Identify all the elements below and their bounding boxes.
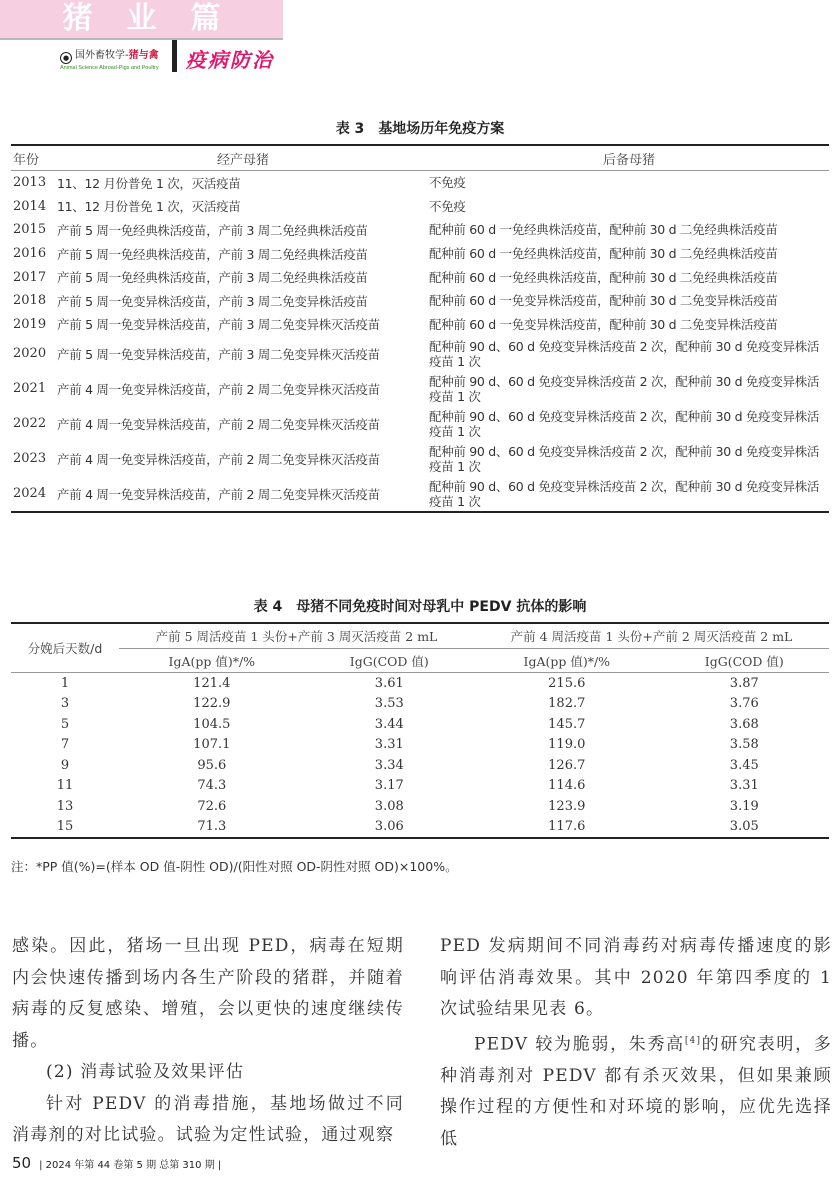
table4-row: [11, 817, 829, 839]
table3-cell-year: 2014: [13, 198, 47, 214]
table3-caption: [0, 118, 840, 138]
table4-cell-value: 72.6: [197, 798, 227, 814]
table3-cell-gilts: 不免疫: [429, 198, 466, 214]
table3-cell-gilts: 配种前 90 d、60 d 免疫变异株活疫苗 2 次，配种前 30 d 免疫变异株活疫苗 1 次: [429, 373, 820, 404]
table3-cell-sows: 产前 5 周一免变异株活疫苗，产前 3 周二免变异株灭活疫苗: [57, 317, 380, 333]
page-number: 50: [12, 1154, 32, 1172]
table4-cell-value: 3.05: [729, 819, 759, 835]
table3-row: [11, 476, 829, 512]
table4-cell-value: 3.31: [374, 737, 404, 753]
table3-row: [11, 242, 829, 266]
table4-row: [11, 796, 829, 817]
table3-cell-year: 2021: [13, 381, 47, 397]
table3-cell-sows: 产前 4 周一免变异株活疫苗，产前 2 周二免变异株灭活疫苗: [57, 381, 380, 397]
table4-cell-day: 3: [60, 696, 70, 712]
table3-cell-gilts: 配种前 60 d 一免经典株活疫苗，配种前 30 d 二免经典株活疫苗: [429, 222, 778, 238]
table4-cell-day: 5: [60, 716, 70, 732]
table4-cell-value: 114.6: [548, 778, 586, 794]
table4-cell-value: 3.17: [374, 778, 404, 794]
table3-row: [11, 265, 829, 289]
table4-cell-value: 3.44: [374, 716, 404, 732]
table4-subheader: IgG(COD 值): [660, 649, 829, 673]
table4-row: [11, 673, 829, 694]
table4-cell-value: 3.76: [729, 696, 759, 712]
table4-cell-value: 215.6: [548, 675, 586, 691]
table3-header-sows: 经产母猪: [57, 145, 429, 171]
table3-cell-gilts: 配种前 90 d、60 d 免疫变异株活疫苗 2 次，配种前 30 d 免疫变异株活疫苗 1 次: [429, 338, 820, 369]
body-column-left: [12, 931, 404, 1152]
table4-row: [11, 776, 829, 797]
table4-row: [11, 735, 829, 756]
table3-cell-year: 2016: [13, 246, 47, 262]
table3-cell-gilts: 配种前 60 d 一免经典株活疫苗，配种前 30 d 二免经典株活疫苗: [429, 269, 778, 285]
table3-cell-sows: 产前 4 周一免变异株活疫苗，产前 2 周二免变异株灭活疫苗: [57, 416, 380, 432]
table4-cell-value: 119.0: [548, 737, 586, 753]
table3-row: [11, 171, 829, 195]
table3-cell-year: 2018: [13, 293, 47, 309]
page-footer: [12, 1153, 221, 1172]
table3-cell-year: 2024: [13, 486, 47, 502]
table4-cell-value: 182.7: [548, 696, 586, 712]
table3-row: [11, 218, 829, 242]
table4-cell-value: 95.6: [197, 757, 227, 773]
paragraph: PED 发病期间不同消毒药对病毒传播速度的影响评估消毒效果。其中 2020 年第四季度的 1 次试验结果见表 6。: [440, 936, 832, 1019]
table3-cell-gilts: 配种前 90 d、60 d 免疫变异株活疫苗 2 次，配种前 30 d 免疫变异株活疫苗 1 次: [429, 408, 820, 439]
table4-cell-value: 104.5: [193, 716, 231, 732]
header-divider: [172, 40, 177, 72]
table4-title: 母猪不同免疫时间对母乳中 PEDV 抗体的影响: [296, 599, 587, 615]
table4-cell-value: 3.53: [374, 696, 404, 712]
table4: [11, 622, 829, 839]
table3-row: [11, 371, 829, 406]
table3-cell-sows: 产前 5 周一免变异株活疫苗，产前 3 周二免变异株活疫苗: [57, 293, 368, 309]
table4-cell-day: 15: [56, 819, 74, 835]
table4-cell-day: 13: [56, 798, 74, 814]
issue-info: | 2024 年第 44 卷第 5 期 总第 310 期 |: [39, 1160, 222, 1171]
logo-text-brand: 猪与禽: [128, 50, 159, 61]
table3-row: [11, 441, 829, 476]
table4-cell-value: 3.61: [374, 675, 404, 691]
table3-cell-gilts: 配种前 60 d 一免变异株活疫苗，配种前 30 d 二免变异株活疫苗: [429, 316, 778, 332]
logo-text-en: Animal Science Abroad-Pigs and Poultry: [60, 65, 159, 71]
table4-cell-day: 1: [60, 675, 70, 691]
table3-cell-sows: 产前 5 周一免经典株活疫苗，产前 3 周二免经典株活疫苗: [57, 270, 368, 286]
header-band-title: 猪业篇: [62, 1, 255, 36]
table4-cell-day: 7: [60, 737, 70, 753]
table3-cell-year: 2017: [13, 269, 47, 285]
table3-cell-sows: 产前 5 周一免经典株活疫苗，产前 3 周二免经典株活疫苗: [57, 246, 368, 262]
table3-cell-gilts: 配种前 60 d 一免经典株活疫苗，配种前 30 d 二免经典株活疫苗: [429, 246, 778, 262]
table4-cell-value: 117.6: [548, 819, 586, 835]
table4-cell-day: 9: [60, 757, 70, 773]
table4-cell-value: 71.3: [197, 819, 227, 835]
paragraph: 感染。因此，猪场一旦出现 PED，病毒在短期内会快速传播到场内各生产阶段的猪群，并随着病毒的反复感染、增殖，会以更快的速度继续传播。: [12, 936, 404, 1051]
table4-cell-day: 11: [56, 778, 74, 794]
logo-text-cn: 国外畜牧学: [75, 50, 125, 61]
table4-subheader: IgA(pp 值)*/%: [474, 649, 660, 673]
table3-cell-gilts: 配种前 60 d 一免变异株活疫苗，配种前 30 d 二免变异株活疫苗: [429, 293, 778, 309]
table4-cell-value: 121.4: [193, 675, 231, 691]
table4-cell-value: 74.3: [197, 778, 227, 794]
table4-cell-value: 145.7: [548, 716, 586, 732]
table4-row-header: 分娩后天数/d: [11, 623, 119, 673]
table3-row: [11, 406, 829, 441]
table3-row: [11, 313, 829, 337]
table4-cell-value: 3.31: [729, 778, 759, 794]
table3-row: [11, 195, 829, 219]
table3: [11, 144, 829, 513]
body-column-right: [440, 931, 832, 1155]
table4-row: [11, 755, 829, 776]
table3-header-year: 年份: [11, 145, 57, 171]
table3-cell-gilts: 不免疫: [429, 175, 466, 191]
table4-cell-value: 3.06: [374, 819, 404, 835]
table4-cell-value: 3.45: [729, 757, 759, 773]
paragraph-text: 的研究表明，多种消毒剂对 PEDV 都有杀灭效果，但如果兼顾操作过程的方便性和对环境的影响，应优先选择低: [440, 1034, 832, 1149]
table3-label: 表 3: [335, 121, 365, 137]
table4-caption: [0, 596, 840, 616]
table4-note: 注：*PP 值(%)=(样本 OD 值-阴性 OD)/(阳性对照 OD-阴性对照 OD)×100%。: [11, 859, 458, 874]
table3-cell-sows: 产前 4 周一免变异株活疫苗，产前 2 周二免变异株灭活疫苗: [57, 486, 380, 502]
table3-cell-year: 2015: [13, 222, 47, 238]
table4-subheader: IgG(COD 值): [305, 649, 474, 673]
table4-cell-value: 107.1: [193, 737, 231, 753]
citation-link[interactable]: [4]: [684, 1035, 702, 1046]
table3-header-gilts: 后备母猪: [429, 145, 829, 171]
table3-cell-sows: 产前 5 周一免变异株活疫苗，产前 3 周二免变异株灭活疫苗: [57, 346, 380, 362]
header-rule: [0, 38, 283, 40]
table4-row: [11, 714, 829, 735]
paragraph: 针对 PEDV 的消毒措施，基地场做过不同消毒剂的对比试验。试验为定性试验，通过观察: [12, 1093, 404, 1145]
paragraph-text: PEDV 较为脆弱，朱秀高: [474, 1034, 685, 1055]
section-title: 疫病防治: [186, 48, 274, 72]
table3-cell-year: 2019: [13, 316, 47, 332]
table4-cell-value: 3.68: [729, 716, 759, 732]
subsection-heading: (2) 消毒试验及效果评估: [46, 1062, 245, 1082]
table3-row: [11, 336, 829, 371]
table3-cell-year: 2022: [13, 416, 47, 432]
table4-cell-value: 3.19: [729, 798, 759, 814]
table4-cell-value: 122.9: [193, 696, 231, 712]
table3-cell-gilts: 配种前 90 d、60 d 免疫变异株活疫苗 2 次，配种前 30 d 免疫变异株活疫苗 1 次: [429, 478, 820, 509]
table3-cell-sows: 产前 5 周一免经典株活疫苗，产前 3 周二免经典株活疫苗: [57, 222, 368, 238]
table3-cell-year: 2020: [13, 346, 47, 362]
table3-cell-gilts: 配种前 90 d、60 d 免疫变异株活疫苗 2 次，配种前 30 d 免疫变异株活疫苗 1 次: [429, 443, 820, 474]
table3-cell-sows: 产前 4 周一免变异株活疫苗，产前 2 周二免变异株灭活疫苗: [57, 451, 380, 467]
table3-cell-sows: 11、12 月份普免 1 次，灭活疫苗: [57, 199, 241, 215]
paragraph: [440, 1026, 832, 1156]
table4-cell-value: 126.7: [548, 757, 586, 773]
table3-title: 基地场历年免疫方案: [378, 121, 505, 137]
table3-row: [11, 289, 829, 313]
table3-cell-sows: 11、12 月份普免 1 次，灭活疫苗: [57, 175, 241, 191]
table4-cell-value: 3.34: [374, 757, 404, 773]
table3-cell-year: 2013: [13, 175, 47, 191]
table4-cell-value: 3.87: [729, 675, 759, 691]
table4-row: [11, 694, 829, 715]
logo-emblem-icon: ●: [60, 52, 72, 64]
table4-cell-value: 3.58: [729, 737, 759, 753]
table4-cell-value: 123.9: [548, 798, 586, 814]
table4-group-1: 产前 5 周活疫苗 1 头份+产前 3 周灭活疫苗 2 mL: [119, 623, 474, 649]
table4-group-2: 产前 4 周活疫苗 1 头份+产前 2 周灭活疫苗 2 mL: [474, 623, 829, 649]
table4-subheader: IgA(pp 值)*/%: [119, 649, 305, 673]
table4-label: 表 4: [253, 599, 283, 615]
journal-logo: ● 国外畜牧学-猪与禽 Animal Science Abroad-Pigs and Poultry: [60, 46, 168, 72]
table4-cell-value: 3.08: [374, 798, 404, 814]
table3-cell-year: 2023: [13, 451, 47, 467]
